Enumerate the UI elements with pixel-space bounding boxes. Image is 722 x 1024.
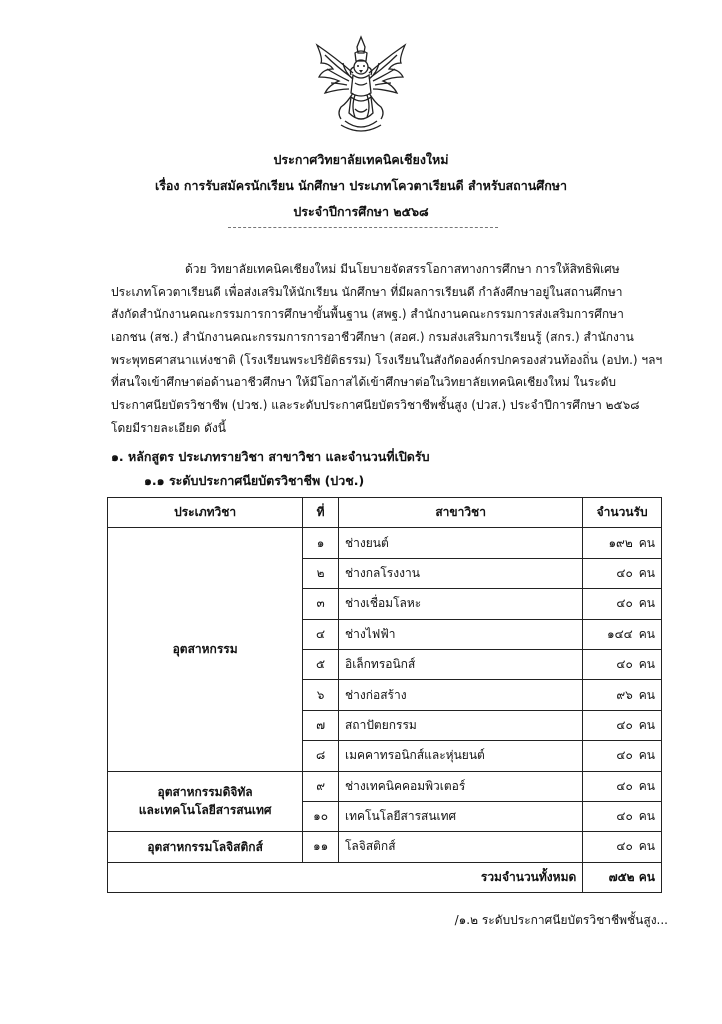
header-quota: จำนวนรับ [583, 498, 662, 528]
row-program: ช่างเชื่อมโลหะ [338, 589, 582, 619]
row-program: ช่างกลโรงงาน [338, 558, 582, 588]
continuation-note: /๑.๒ ระดับประกาศนียบัตรวิชาชีพชั้นสูง... [454, 913, 668, 927]
quota-unit: คน [638, 778, 655, 793]
row-no: ๑๑ [303, 832, 339, 862]
quota-value: ๑๔๔ [606, 626, 633, 641]
subsection-heading: ๑.๑ ระดับประกาศนียบัตรวิชาชีพ (ปวช.) [144, 473, 365, 488]
type-digital-it [108, 771, 303, 832]
total-label: รวมจำนวนทั้งหมด [338, 862, 582, 892]
announcement-year: ประจำปีการศึกษา ๒๕๖๘ [293, 204, 429, 219]
total-value: ๗๕๒ คน [583, 862, 662, 892]
type-industry [108, 528, 303, 771]
row-program: เมคคาทรอนิกส์และหุ่นยนต์ [338, 741, 582, 771]
intro-paragraph [111, 258, 663, 440]
header-program: สาขาวิชา [338, 498, 582, 528]
quota-unit: คน [638, 626, 655, 641]
row-program: ช่างไฟฟ้า [338, 619, 582, 649]
paragraph-line: สังกัดสำนักงานคณะกรรมการการศึกษาขั้นพื้นฐาน (สพฐ.) สำนักงานคณะกรรมการส่งเสริมการศึกษา [111, 307, 624, 322]
paragraph-line: โดยมีรายละเอียด ดังนี้ [111, 420, 226, 435]
quota-value: ๔๐ [616, 717, 633, 732]
row-quota [583, 801, 662, 831]
row-quota [583, 680, 662, 710]
quota-unit: คน [638, 596, 655, 611]
header-no: ที่ [303, 498, 339, 528]
quota-unit: คน [638, 809, 655, 824]
section-heading: ๑. หลักสูตร ประเภทรายวิชา สาขาวิชา และจำนวนที่เปิดรับ [111, 449, 430, 464]
table-row [108, 528, 662, 558]
row-quota [583, 741, 662, 771]
row-program: สถาปัตยกรรม [338, 710, 582, 740]
row-quota [583, 528, 662, 558]
row-no: ๓ [303, 589, 339, 619]
quota-value: ๔๐ [616, 596, 633, 611]
quota-value: ๔๐ [616, 565, 633, 580]
table-row [108, 771, 662, 801]
row-quota [583, 619, 662, 649]
table-row [108, 832, 662, 862]
paragraph-line: พระพุทธศาสนาแห่งชาติ (โรงเรียนพระปริยัติธรรม) โรงเรียนในสังกัดองค์กรปกครองส่วนท้องถิ่น (อปท.) ฯลฯ [111, 352, 663, 367]
row-quota [583, 710, 662, 740]
total-blank [108, 862, 303, 892]
row-quota [583, 558, 662, 588]
quota-value: ๔๐ [616, 657, 633, 672]
row-program: โลจิสติกส์ [338, 832, 582, 862]
quota-value: ๔๐ [616, 839, 633, 854]
quota-unit: คน [638, 535, 655, 550]
type-label: อุตสาหกรรมโลจิสติกส์ [147, 839, 263, 854]
quota-value: ๔๐ [616, 748, 633, 763]
row-no: ๗ [303, 710, 339, 740]
type-label: อุตสาหกรรมดิจิทัล [157, 785, 253, 800]
row-no: ๕ [303, 649, 339, 679]
table-header-row [108, 498, 662, 528]
quota-unit: คน [638, 717, 655, 732]
type-logistics [108, 832, 303, 862]
total-blank [303, 862, 339, 892]
quota-value: ๔๐ [616, 809, 633, 824]
row-program: ช่างยนต์ [338, 528, 582, 558]
quota-unit: คน [638, 657, 655, 672]
row-no: ๔ [303, 619, 339, 649]
row-quota [583, 832, 662, 862]
quota-unit: คน [638, 687, 655, 702]
paragraph-line: เอกชน (สช.) สำนักงานคณะกรรมการการอาชีวศึกษา (สอศ.) กรมส่งเสริมการเรียนรู้ (สกร.) สำนักงาน [111, 330, 634, 345]
row-no: ๑๐ [303, 801, 339, 831]
row-no: ๖ [303, 680, 339, 710]
program-table [107, 497, 662, 893]
announcement-title: ประกาศวิทยาลัยเทคนิคเชียงใหม่ [273, 152, 449, 167]
quota-unit: คน [638, 839, 655, 854]
row-quota [583, 771, 662, 801]
row-program: ช่างเทคนิคคอมพิวเตอร์ [338, 771, 582, 801]
quota-value: ๙๖ [616, 687, 633, 702]
type-label: อุตสาหกรรม [172, 642, 238, 657]
header-divider [228, 227, 498, 228]
row-no: ๒ [303, 558, 339, 588]
header-type: ประเภทวิชา [108, 498, 303, 528]
table-total-row [108, 862, 662, 892]
row-program: เทคโนโลยีสารสนเทศ [338, 801, 582, 831]
paragraph-line: ประกาศนียบัตรวิชาชีพ (ปวช.) และระดับประกาศนียบัตรวิชาชีพชั้นสูง (ปวส.) ประจำปีการศึกษา ๒๕๖๘ [111, 398, 640, 413]
paragraph-line: ประเภทโควตาเรียนดี เพื่อส่งเสริมให้นักเรียน นักศึกษา ที่มีผลการเรียนดี กำลังศึกษาอยู่ในสถานศึกษา [111, 284, 623, 299]
row-program: อิเล็กทรอนิกส์ [338, 649, 582, 679]
row-no: ๑ [303, 528, 339, 558]
type-label: และเทคโนโลยีสารสนเทศ [138, 803, 272, 818]
row-quota [583, 589, 662, 619]
quota-unit: คน [638, 748, 655, 763]
paragraph-line: ด้วย วิทยาลัยเทคนิคเชียงใหม่ มีนโยบายจัดสรรโอกาสทางการศึกษา การให้สิทธิพิเศษ [185, 262, 620, 276]
quota-value: ๔๐ [616, 778, 633, 793]
row-no: ๙ [303, 771, 339, 801]
garuda-emblem [311, 33, 411, 137]
row-program: ช่างก่อสร้าง [338, 680, 582, 710]
announcement-subject: เรื่อง การรับสมัครนักเรียน นักศึกษา ประเภทโควตาเรียนดี สำหรับสถานศึกษา [154, 178, 568, 193]
row-no: ๘ [303, 741, 339, 771]
row-quota [583, 649, 662, 679]
quota-value: ๑๙๒ [608, 535, 633, 550]
paragraph-line: ที่สนใจเข้าศึกษาต่อด้านอาชีวศึกษา ให้มีโอกาสได้เข้าศึกษาต่อในวิทยาลัยเทคนิคเชียงใหม่ ในระดับ [111, 375, 617, 390]
quota-unit: คน [638, 565, 655, 580]
